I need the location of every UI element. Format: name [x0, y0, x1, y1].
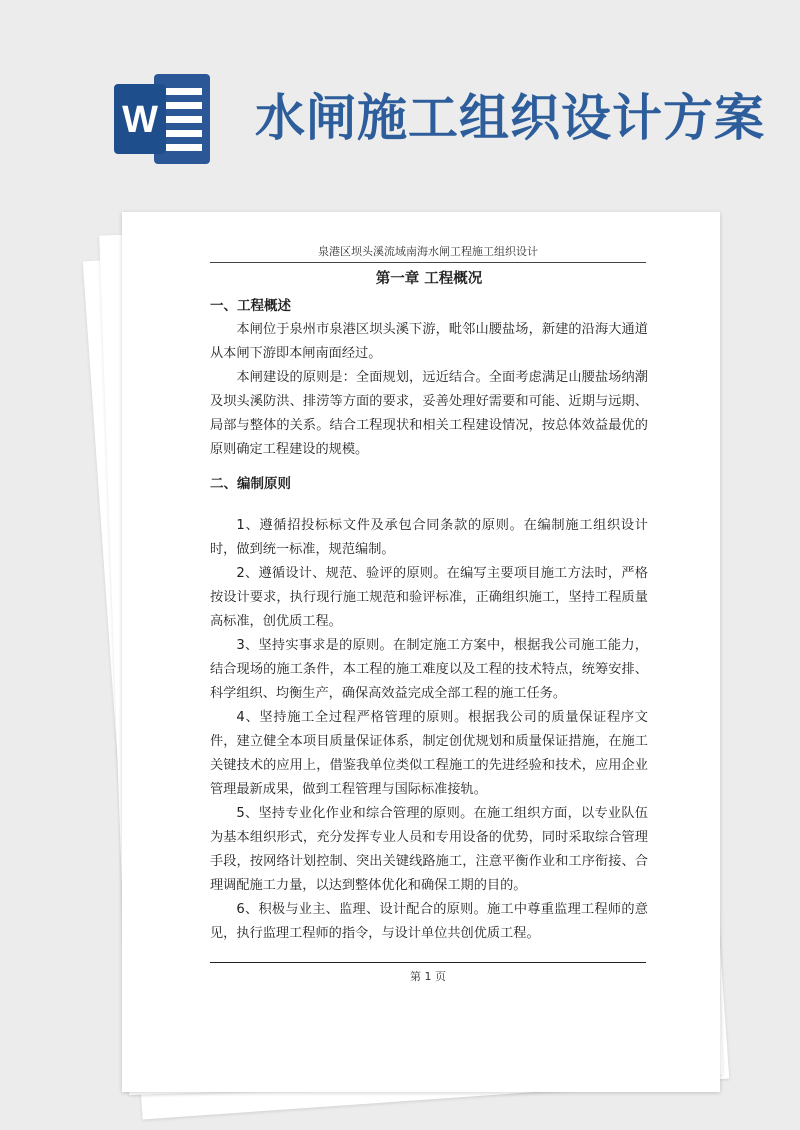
- principle-item-5: 5、坚持专业化作业和综合管理的原则。在施工组织方面，以专业队伍为基本组织形式，充分发挥专业人员和专用设备的优势，同时采取综合管理手段，按网络计划控制、突出关键线路施工，注意平衡作业和工序衔接、合理调配施工力量，以达到整体优化和确保工期的目的。: [210, 806, 648, 893]
- section-heading-principles: 二、编制原则: [210, 476, 291, 492]
- banner: [0, 0, 800, 200]
- footer-divider: [210, 962, 646, 963]
- section-heading-overview: 一、工程概述: [210, 298, 291, 314]
- chapter-title: 第一章 工程概况: [375, 271, 483, 287]
- principle-item-1: 1、遵循招投标标文件及承包合同条款的原则。在编制施工组织设计时，做到统一标准，规范编制。: [210, 518, 648, 557]
- principle-item-6: 6、积极与业主、监理、设计配合的原则。施工中尊重监理工程师的意见，执行监理工程师的指令，与设计单位共创优质工程。: [210, 902, 648, 941]
- principle-item-4: 4、坚持施工全过程严格管理的原则。根据我公司的质量保证程序文件，建立健全本项目质量保证体系，制定创优规划和质量保证措施，在施工关键技术的应用上，借鉴我单位类似工程施工的先进经验和技术，应用企业管理最新成果，做到工程管理与国际标准接轨。: [210, 710, 648, 797]
- paragraph-location: 本闸位于泉州市泉港区坝头溪下游，毗邻山腰盐场，新建的沿海大通道从本闸下游即本闸南面经过。: [210, 322, 648, 361]
- principle-item-2: 2、遵循设计、规范、验评的原则。在编写主要项目施工方法时，严格按设计要求，执行现行施工规范和验评标准，正确组织施工，坚持工程质量高标准，创优质工程。: [210, 566, 648, 629]
- word-logo-letter: W: [122, 99, 158, 141]
- page-number: 第 1 页: [410, 970, 446, 983]
- principle-item-3: 3、坚持实事求是的原则。在制定施工方案中，根据我公司施工能力，结合现场的施工条件，本工程的施工难度以及工程的技术特点，统筹安排、科学组织、均衡生产，确保高效益完成全部工程的施工任务。: [210, 638, 648, 701]
- paragraph-principle: 本闸建设的原则是：全面规划，远近结合。全面考虑满足山腰盐场纳潮及坝头溪防洪、排涝等方面的要求，妥善处理好需要和可能、近期与远期、局部与整体的关系。结合工程现状和相关工程建设情况，按总体效益最优的原则确定工程建设的规模。: [210, 370, 648, 457]
- banner-title: 水闸施工组织设计方案: [255, 88, 765, 147]
- document-page: [122, 212, 720, 1092]
- running-header: 泉港区坝头溪流域南海水闸工程施工组织设计: [210, 245, 646, 263]
- page-body: [210, 266, 648, 946]
- word-document-icon: [112, 70, 212, 168]
